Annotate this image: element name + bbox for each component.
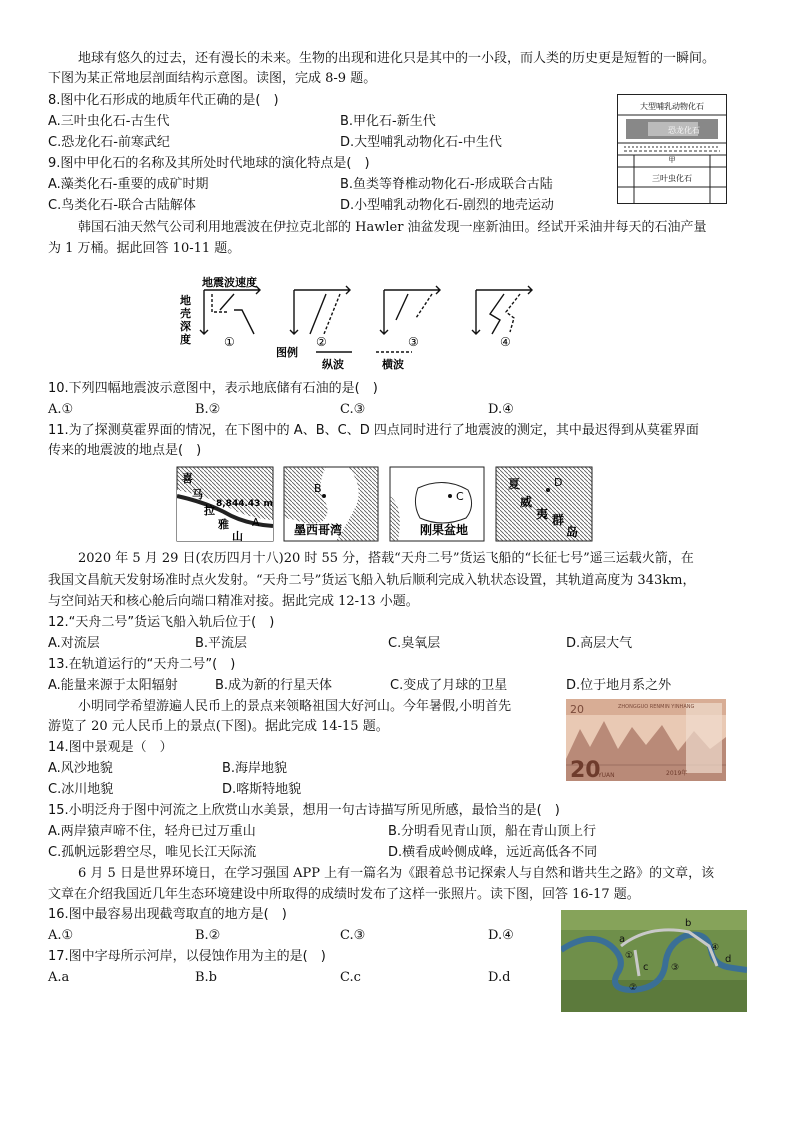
intro-text: 与空间站天和核心舱后向端口精准对接。据此完成 12-13 小题。	[48, 594, 419, 609]
question-10-stem: 10.下列四幅地震波示意图中，表示地底储有石油的是( )	[48, 381, 378, 396]
intro-text: 地球有悠久的过去，还有漫长的未来。生物的出现和进化只是其中的一小段，而人类的历史更是短暂的一瞬间。	[78, 51, 716, 66]
question-14-stem: 14.图中景观是（ ）	[48, 740, 173, 755]
banknote-big-20: 20	[570, 758, 601, 781]
river-num-1: ①	[625, 951, 634, 961]
map1-label-ya: 雅	[218, 518, 229, 531]
river-label-a: a	[619, 934, 626, 945]
strata-label-mid: 恐龙化石	[668, 126, 700, 135]
intro-text: 游览了 20 元人民币上的景点(下图)。据此完成 14-15 题。	[48, 719, 389, 734]
seismic-ylabel-1: 地	[180, 294, 191, 307]
q13-option-d[interactable]: D.位于地月系之外	[566, 678, 672, 693]
q17-option-b[interactable]: B.b	[195, 970, 218, 985]
q9-option-d[interactable]: D.小型哺乳动物化石-剧烈的地壳运动	[340, 198, 554, 213]
q14-option-c[interactable]: C.冰川地貌	[48, 782, 114, 797]
q16-option-d[interactable]: D.④	[488, 928, 514, 943]
river-num-4: ④	[711, 943, 720, 953]
intro-text: 我国文昌航天发射场准时点火发射。“天舟二号”货运飞船入轨后顺利完成入轨状态设置，其轨道高度为 343km，	[48, 573, 696, 588]
seismic-num-1: ①	[224, 335, 235, 349]
q10-option-d[interactable]: D.④	[488, 402, 514, 417]
river-label-c: c	[643, 962, 649, 973]
strata-label-jia: 甲	[668, 156, 676, 164]
river-num-3: ③	[671, 963, 680, 973]
seismic-wave-figure	[176, 274, 566, 370]
q17-option-a[interactable]: A.a	[48, 970, 70, 985]
q8-option-b[interactable]: B.甲化石-新生代	[340, 114, 436, 129]
intro-text: 2020 年 5 月 29 日(农历四月十八)20 时 55 分，搭载“天舟二号”货运飞船的“长征七号”遥三运载火箭，在	[78, 551, 694, 566]
strata-diagram	[618, 95, 726, 203]
question-15-stem: 15.小明泛舟于图中河流之上欣赏山水美景，想用一句古诗描写所见所感，最恰当的是( )	[48, 803, 560, 818]
intro-text: 为 1 万桶。据此回答 10-11 题。	[48, 241, 241, 256]
q12-option-a[interactable]: A.对流层	[48, 636, 100, 651]
question-8-stem: 8.图中化石形成的地质年代正确的是( )	[48, 93, 279, 108]
q9-option-a[interactable]: A.藻类化石-重要的成矿时期	[48, 177, 209, 192]
q17-option-c[interactable]: C.c	[340, 970, 361, 985]
q14-option-d[interactable]: D.喀斯特地貌	[222, 782, 302, 797]
q14-option-a[interactable]: A.风沙地貌	[48, 761, 113, 776]
q8-option-c[interactable]: C.恐龙化石-前寒武纪	[48, 135, 170, 150]
q16-option-a[interactable]: A.①	[48, 928, 74, 943]
map1-label-shan: 山	[232, 530, 243, 543]
river-illustration	[561, 910, 747, 1012]
q13-option-c[interactable]: C.变成了月球的卫星	[390, 678, 508, 693]
map4-label-xia: 夏	[508, 477, 521, 491]
map1-label-xi: 喜	[182, 472, 193, 485]
map4-label-yi: 夷	[536, 507, 549, 521]
question-11-stem: 11.为了探测莫霍界面的情况，在下图中的 A、B、C、D 四点同时进行了地震波的测定，其中最迟得到从莫霍界面	[48, 423, 699, 438]
q10-option-b[interactable]: B.②	[195, 402, 221, 417]
strata-label-bottom: 三叶虫化石	[652, 174, 692, 183]
q8-option-d[interactable]: D.大型哺乳动物化石-中生代	[340, 135, 502, 150]
river-label-b: b	[685, 918, 692, 929]
intro-text: 小明同学希望游遍人民币上的景点来领略祖国大好河山。今年暑假,小明首先	[78, 699, 512, 714]
q12-option-d[interactable]: D.高层大气	[566, 636, 633, 651]
q15-option-c[interactable]: C.孤帆远影碧空尽，唯见长江天际流	[48, 845, 257, 860]
map2-label-gulf: 墨西哥湾	[294, 523, 343, 537]
river-label-d: d	[725, 954, 732, 965]
q9-option-b[interactable]: B.鱼类等脊椎动物化石-形成联合古陆	[340, 177, 553, 192]
map4-label-dao: 岛	[566, 525, 579, 539]
seismic-ylabel-4: 度	[180, 333, 191, 346]
q10-option-c[interactable]: C.③	[340, 402, 366, 417]
intro-text: 6 月 5 日是世界环境日，在学习强国 APP 上有一篇名为《跟着总书记探索人与自然和谐共生之路》的文章，该	[78, 866, 715, 881]
q15-option-d[interactable]: D.横看成岭侧成峰，远近高低各不同	[388, 845, 598, 860]
banknote-brand: ZHONGGUO RENMIN YINHANG	[618, 704, 695, 710]
map4-point-d: D	[554, 476, 563, 489]
q16-option-b[interactable]: B.②	[195, 928, 221, 943]
banknote-20-yuan-image	[566, 699, 726, 781]
river-num-2: ②	[629, 983, 638, 993]
q8-option-a[interactable]: A.三叶虫化石-古生代	[48, 114, 170, 129]
q15-option-b[interactable]: B.分明看见青山顶，船在青山顶上行	[388, 824, 597, 839]
question-16-stem: 16.图中最容易出现截弯取直的地方是( )	[48, 907, 287, 922]
seismic-num-3: ③	[408, 335, 419, 349]
banknote-illustration	[566, 699, 726, 781]
intro-text: 文章在介绍我国近几年生态环境建设中所取得的成绩时发布了这样一张照片。读下图，回答 16-17 题。	[48, 887, 640, 902]
map1-label-la: 拉	[204, 504, 215, 517]
q14-option-b[interactable]: B.海岸地貌	[222, 761, 288, 776]
seismic-num-4: ④	[500, 335, 511, 349]
q12-option-c[interactable]: C.臭氧层	[388, 636, 441, 651]
map1-point-a: A	[252, 516, 260, 529]
map1-label-ma: 马	[192, 488, 203, 501]
seismic-ylabel-3: 深	[180, 320, 191, 333]
q9-option-c[interactable]: C.鸟类化石-联合古陆解体	[48, 198, 196, 213]
seismic-ylabel-2: 壳	[180, 307, 191, 320]
four-maps-figure	[176, 466, 596, 544]
intro-text: 下图为某正常地层剖面结构示意图。读图，完成 8-9 题。	[48, 71, 377, 86]
question-9-stem: 9.图中甲化石的名称及其所处时代地球的演化特点是( )	[48, 156, 370, 171]
map3-label-congo: 刚果盆地	[420, 523, 469, 537]
strata-figure	[617, 94, 727, 204]
q13-option-b[interactable]: B.成为新的行星天体	[215, 678, 333, 693]
intro-text: 韩国石油天然气公司利用地震波在伊拉克北部的 Hawler 油盆发现一座新油田。经试开采油井每天的石油产量	[78, 220, 707, 235]
seismic-title: 地震波速度	[202, 276, 257, 289]
question-11-stem-2: 传来的地震波的地点是( )	[48, 443, 202, 458]
q17-option-d[interactable]: D.d	[488, 970, 511, 985]
map3-point-c: C	[456, 490, 464, 503]
banknote-yuan: YUAN	[598, 772, 615, 779]
meandering-river-photo	[561, 910, 747, 1012]
q15-option-a[interactable]: A.两岸猿声啼不住，轻舟已过万重山	[48, 824, 256, 839]
banknote-year: 2019年	[666, 770, 688, 777]
seismic-legend-s: 横波	[382, 358, 404, 370]
map2-point-b: B	[314, 482, 322, 495]
q10-option-a[interactable]: A.①	[48, 402, 74, 417]
map4-label-wei: 威	[520, 495, 533, 509]
map1-elevation: 8,844.43 m	[216, 499, 273, 509]
question-13-stem: 13.在轨道运行的“天舟二号”( )	[48, 657, 236, 672]
q16-option-c[interactable]: C.③	[340, 928, 366, 943]
question-12-stem: 12.“天舟二号”货运飞船入轨后位于( )	[48, 615, 275, 630]
seismic-num-2: ②	[316, 335, 327, 349]
question-17-stem: 17.图中字母所示河岸，以侵蚀作用为主的是( )	[48, 949, 326, 964]
q12-option-b[interactable]: B.平流层	[195, 636, 248, 651]
strata-label-top: 大型哺乳动物化石	[640, 102, 704, 111]
banknote-top-20: 20	[570, 703, 584, 716]
map4-label-qun: 群	[552, 513, 565, 527]
seismic-legend-p: 纵波	[322, 358, 344, 370]
q13-option-a[interactable]: A.能量来源于太阳辐射	[48, 678, 178, 693]
seismic-legend-label: 图例	[276, 346, 298, 359]
